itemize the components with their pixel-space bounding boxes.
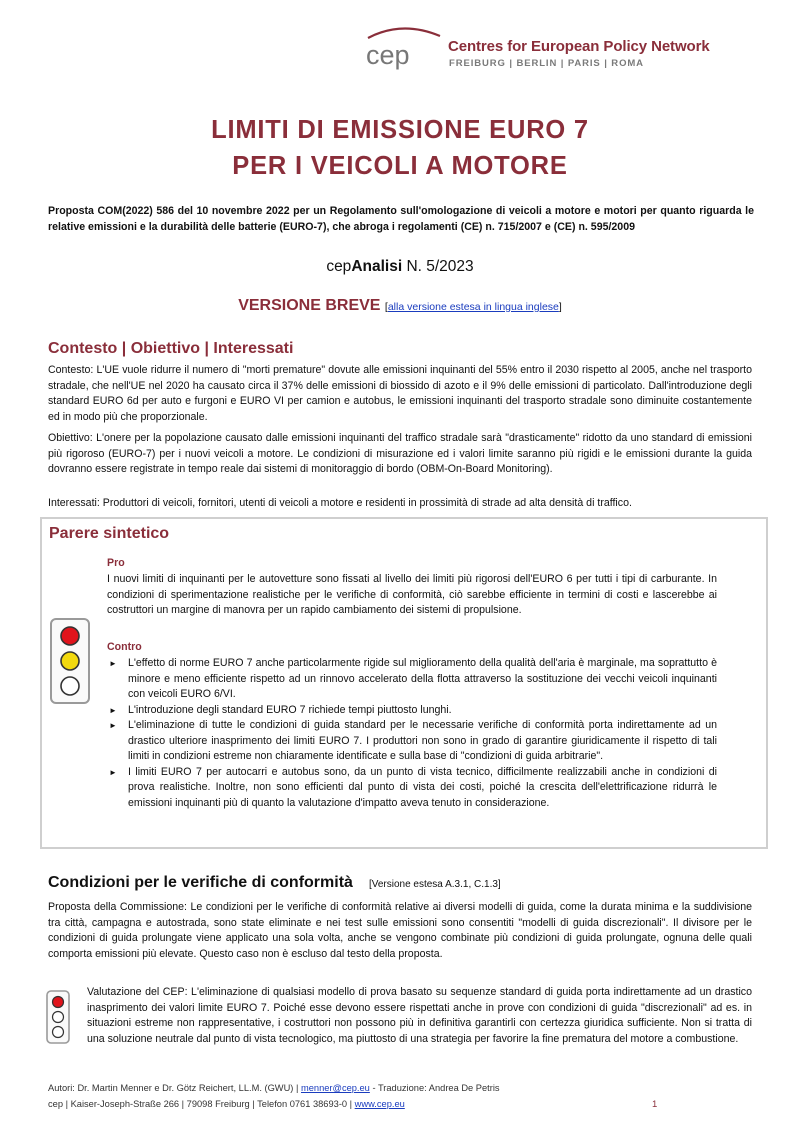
analysis-prefix: cep [326, 258, 352, 275]
list-item: ► I limiti EURO 7 per autocarri e autobus sono, da un punto di vista tecnico, difficilmente realizzabili anche in condizioni di prova realistiche. Inoltre, non sono efficienti dal punto di vista dei costi, poiché la crescita dell'elettrificazione ridurrà le emissioni inquinanti più di quanto la valutazione d'impatto aveva tenuto in considerazione. [107, 765, 717, 812]
analysis-num-value: N. 5/2023 [402, 258, 474, 275]
logo-text: cep [366, 40, 410, 70]
authors-text: Autori: Dr. Martin Menner e Dr. Götz Reichert, LL.M. (GWU) | [48, 1083, 301, 1093]
contro-list [107, 656, 717, 811]
conformity-heading [48, 874, 501, 892]
pro-label: Pro [107, 557, 125, 569]
address-text: cep | Kaiser-Joseph-Straße 266 | 79098 Freiburg | Telefon 0761 38693-0 | [48, 1099, 355, 1109]
website-link[interactable]: www.cep.eu [354, 1099, 405, 1109]
extended-version-link[interactable]: alla versione estesa in lingua inglese [387, 301, 559, 313]
traffic-light-icon [50, 618, 90, 704]
cep-logo [362, 26, 444, 72]
org-name: Centres for European Policy Network [448, 38, 710, 55]
page-number: 1 [652, 1099, 658, 1110]
author-email-link[interactable]: menner@cep.eu [300, 1083, 370, 1093]
context-paragraph: Contesto: L'UE vuole ridurre il numero di "morti premature" dovute alle emissioni inquinanti del 55% entro il 2030 rispetto al 2005, anche nel trasporto stradale, che nell'UE nel 2020 ha causato circa il 37% delle emissioni di biossido di azoto e il 9% delle emissioni di particolato. Dall'introduzione degli standard EURO 6d per auto e furgoni e EURO VI per camion e autobus, le emissioni inquinanti del trasporto stradale sono diminuite costantemente ed in modo più che proporzionale. [48, 364, 752, 423]
commission-proposal-paragraph: Proposta della Commissione: Le condizioni per le verifiche di conformità relative ai diversi modelli di guida, come la durata minima e la suddivisione tra città, campagna e autostrada, sono state eliminate e nei test sulle emissioni sono consentiti "modelli di guida discrezionali". Il divisore per le condizioni di guida prolungate viene applicato una sola volta, anche se vengono combinate più condizioni di guida prolungate, ognuna delle quali comporta emissioni più elevate. Questo caso non è escluso dal testo della proposta. [48, 901, 752, 960]
context-heading: Contesto | Obiettivo | Interessati [48, 340, 294, 357]
analysis-bold: Analisi [351, 258, 403, 275]
objective-paragraph: Obiettivo: L'onere per la popolazione causato dalle emissioni inquinanti del traffico stradale sarà "drasticamente" ridotto da uno standard di emissioni più rigoroso (EURO-7) per i nuovi veicoli a motore. Le condizioni di misurazione ed i valori limite saranno più rigidi e le emissioni durante la guida dovranno essere registrate in tempo reale dai sistemi di monitoraggio di bordo (OBM-On-Board Monitoring). [48, 432, 752, 475]
stakeholders-paragraph: Interessati: Produttori di veicoli, fornitori, utenti di veicoli a motore e residenti in prossimità di strade ad alta densità di traffico. [48, 497, 632, 509]
footer-address [48, 1099, 405, 1109]
analysis-number [0, 258, 800, 276]
list-item: ► L'effetto di norme EURO 7 anche particolarmente rigide sul miglioramento della qualità dell'aria è marginale, ma soprattutto è minore e meno efficiente rispetto ad un rinnovo accelerato della flotta attraverso la sostituzione dei vecchi veicoli inquinanti con veicoli EURO 6/VI. [107, 656, 717, 703]
version-label: VERSIONE BREVE [238, 297, 381, 314]
title-line-1: LIMITI DI EMISSIONE EURO 7 [211, 116, 589, 144]
translation-text: - Traduzione: Andrea De Petris [369, 1083, 500, 1093]
contro-label: Contro [107, 641, 142, 653]
traffic-light-red-icon [46, 990, 70, 1044]
title-line-2: PER I VEICOLI A MOTORE [232, 152, 568, 180]
conformity-ref: [Versione estesa A.3.1, C.1.3] [368, 879, 501, 890]
pro-text: I nuovi limiti di inquinanti per le autovetture sono fissati al livello dei limiti più rigorosi dell'EURO 6 per tutti i tipi di carburante. In condizioni di sperimentazione realistiche per le verifiche di conformità, ciò sarebbe efficiente in termini di costi e lascerebbe ai costruttori un margine di manovra per un rapido cambiamento dei sistemi di propulsione. [107, 573, 717, 616]
list-item: ► L'introduzione degli standard EURO 7 richiede tempi piuttosto lunghi. [107, 703, 717, 719]
list-item: ► L'eliminazione di tutte le condizioni di guida standard per le necessarie verifiche di conformità porta indirettamente ad un drastico ulteriore inasprimento dei limiti EURO 7. I produttori non sono in grado di garantire giuridicamente il rispetto di tali limiti in condizioni estreme non chiaramente identificate e sulla base di "condizioni di guida arbitrarie". [107, 718, 717, 765]
cep-evaluation-paragraph: Valutazione del CEP: L'eliminazione di qualsiasi modello di prova basato su sequenze standard di guida porta indirettamente ad un drastico inasprimento dei valori limite EURO 7. Poiché esse devono essere rispettati anche in prove con condizioni di guida "discrezionali" ad es. in situazioni estreme non rappresentative, i costruttori non possono più in definitiva garantirli con certezza giuridica sufficiente. Non si tratta di una soluzione neutrale dal punto di vista tecnologico, ma piuttosto di una strategia per favorire la fine prematura del motore a combustione. [87, 986, 752, 1045]
proposal-subtitle: Proposta COM(2022) 586 del 10 novembre 2022 per un Regolamento sull'omologazione di veicoli a motore e motori per quanto riguarda le relative emissioni e la durabilità delle batterie (EURO-7), che abroga i regolamenti (CE) n. 715/2007 e (CE) n. 595/2009 [48, 205, 754, 233]
org-cities: FREIBURG | BERLIN | PARIS | ROMA [449, 58, 644, 69]
footer-authors [48, 1083, 500, 1093]
summary-heading: Parere sintetico [49, 525, 170, 542]
conformity-title: Condizioni per le verifiche di conformità [48, 874, 353, 891]
version-line: VERSIONE BREVE [alla versione estesa in lingua inglese] [238, 297, 562, 314]
page-title [0, 112, 800, 184]
